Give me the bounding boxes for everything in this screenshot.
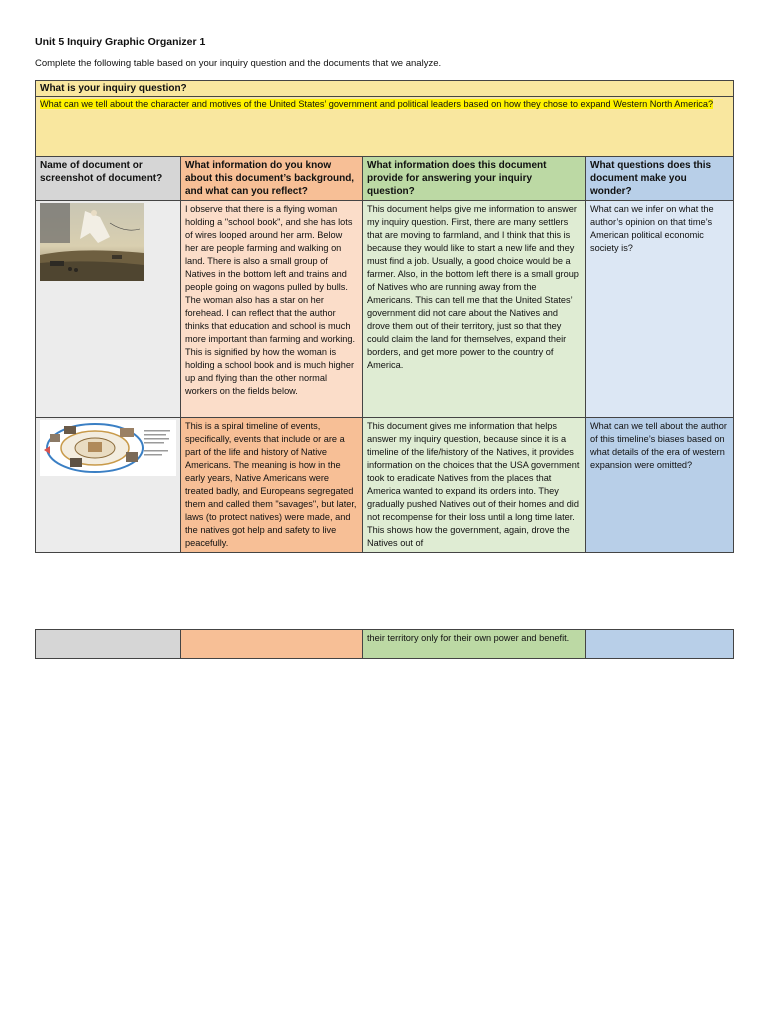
inquiry-question-cell[interactable]	[36, 97, 734, 157]
background-cell[interactable]	[181, 630, 363, 659]
questions-cell[interactable]: What can we tell about the author of this timeline’s biases based on what details of the era of western expansion were omitted?	[586, 418, 734, 553]
information-cell[interactable]: This document gives me information that helps answer my inquiry question, because since it is a timeline of the life/history of the Natives, it provides information on the choices that the USA government took to eradicate Natives from the places that America wanted to expand its orders into. They gradually pushed Natives out of their homes and did not recompense for their loss until a long time later. This shows how the government, again, drove the Natives out of	[363, 418, 586, 553]
inquiry-question-label: What is your inquiry question?	[36, 81, 734, 97]
questions-cell[interactable]	[586, 630, 734, 659]
column-header-background: What information do you know about this document’s background, and what can you reflect?	[181, 157, 363, 201]
document-image-cell	[36, 418, 181, 553]
painting-flying-woman-thumbnail	[40, 203, 144, 281]
questions-cell[interactable]: What can we infer on what the author’s opinion on that time’s American political economic society is?	[586, 201, 734, 418]
document-image-cell	[36, 201, 181, 418]
column-header-questions: What questions does this document make you wonder?	[586, 157, 734, 201]
background-cell[interactable]: This is a spiral timeline of events, specifically, events that include or are a part of the life and history of Native Americans. The meaning is how in the early years, Native Americans were treated badly, and Europeans segregated them and called them "savages", but later, laws (to protect natives) were made, and the natives got help and safety to live peacefully.	[181, 418, 363, 553]
column-header-information: What information does this document provide for answering your inquiry question?	[363, 157, 586, 201]
table-row	[36, 201, 734, 418]
background-cell[interactable]: I observe that there is a flying woman holding a "school book", and she has lots of wires looped around her arm. Below her are people farming and walking on land. There is also a small group of Natives in the bottom left and trains and people going on wagons pulled by bulls. The woman also has a star on her forehead. I can reflect that the author thinks that education and school is much more important than farming and working. This is signified by how the woman is holding a school book and is much higher up and flying than the other normal workers on the fields below.	[181, 201, 363, 418]
document-image-cell	[36, 630, 181, 659]
spiral-timeline-thumbnail	[40, 420, 176, 476]
graphic-organizer-table	[35, 80, 734, 553]
column-header-document: Name of document or screenshot of document?	[36, 157, 181, 201]
document-title: Unit 5 Inquiry Graphic Organizer 1	[35, 36, 206, 48]
information-cell[interactable]: their territory only for their own power and benefit.	[363, 630, 586, 659]
information-cell[interactable]: This document helps give me information to answer my inquiry question. First, there are many settlers that are moving to farmland, and I think that this is because they would like to start a new life and they must find a job. Usually, a good choice would be a farmer. Also, in the bottom left there is a small group of Natives who are running away from the Americans. This can tell me that the United States’ government did not care about the Natives and drove them out of their territory, just so that they could claim the land for themselves, expand their borders, and get more power to the country of America.	[363, 201, 586, 418]
instructions-text: Complete the following table based on your inquiry question and the documents that we analyze.	[35, 58, 442, 69]
table-row	[36, 418, 734, 553]
table-row	[36, 630, 734, 659]
inquiry-question-text: What can we tell about the character and motives of the United States’ government and political leaders based on how they chose to expand Western North America?	[40, 99, 714, 109]
continuation-table	[35, 629, 734, 659]
